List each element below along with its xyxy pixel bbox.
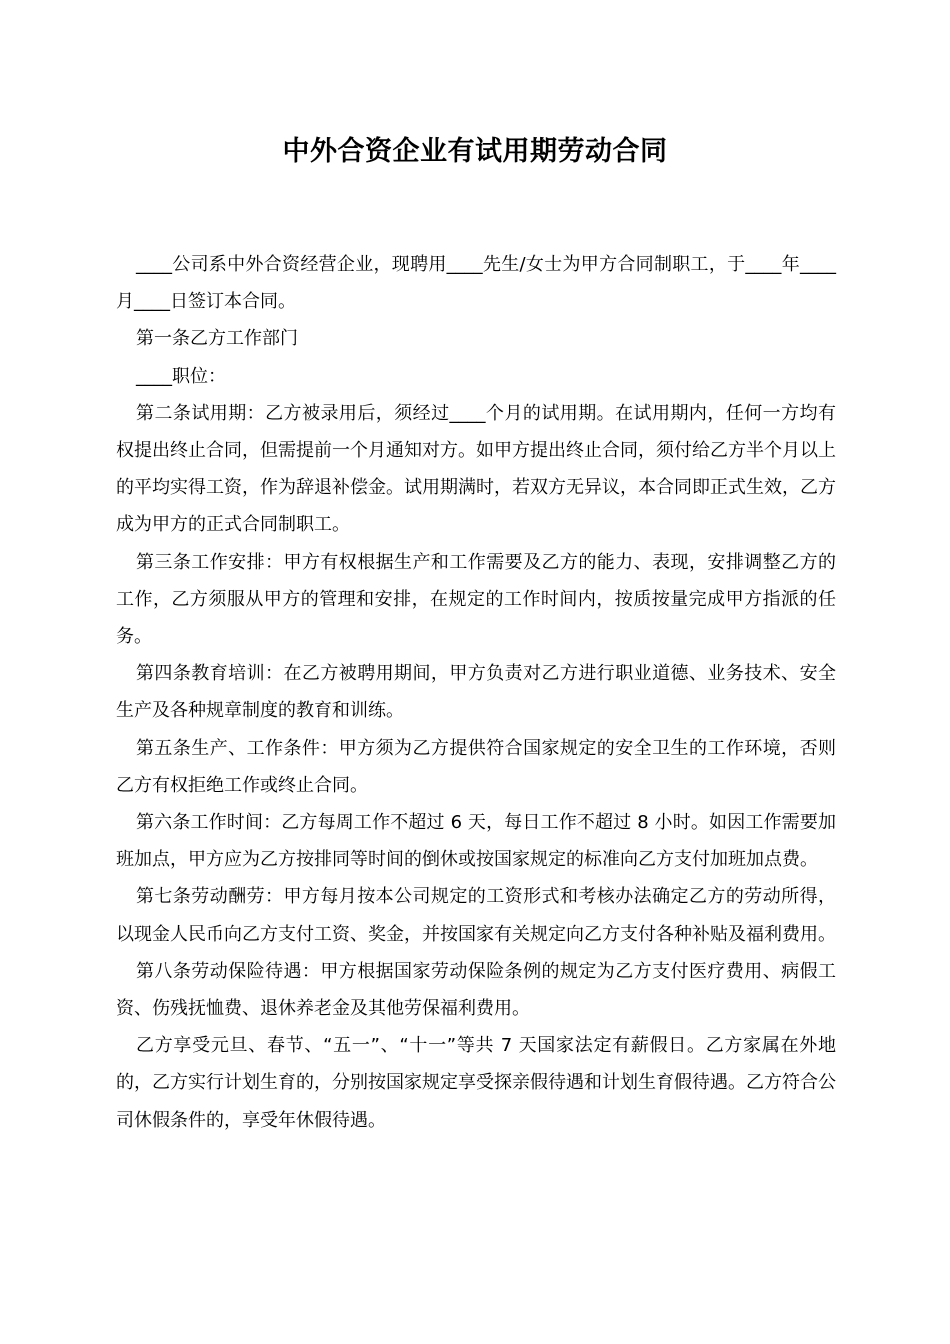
article-4-training: 第四条教育培训：在乙方被聘用期间，甲方负责对乙方进行职业道德、业务技术、安全生产及各种规章制度的教育和训练。: [116, 663, 836, 722]
document-title: 中外合资企业有试用期劳动合同: [282, 136, 668, 167]
holiday-paragraph: 乙方享受元旦、春节、“五一”、“十一”等共 7 天国家法定有薪假日。乙方家属在外地的，乙方实行计划生育的，分别按国家规定享受探亲假待遇和计划生育假待遇。乙方符合公司休假条件的，享受年休假待遇。: [116, 1035, 836, 1131]
article-2-probation: 第二条试用期：乙方被录用后，须经过____个月的试用期。在试用期内，任何一方均有权提出终止合同，但需提前一个月通知对方。如甲方提出终止合同，须付给乙方半个月以上的平均实得工资，作为辞退补偿金。试用期满时，若双方无异议，本合同即正式生效，乙方成为甲方的正式合同制职工。: [116, 402, 836, 536]
article-8-insurance: 第八条劳动保险待遇：甲方根据国家劳动保险条例的规定为乙方支付医疗费用、病假工资、伤残抚恤费、退休养老金及其他劳保福利费用。: [116, 960, 836, 1020]
intro-paragraph: ____公司系中外合资经营企业，现聘用____先生/女士为甲方合同制职工，于____年____月____日签订本合同。: [116, 254, 836, 313]
article-6-working-hours: 第六条工作时间：乙方每周工作不超过 6 天，每日工作不超过 8 小时。如因工作需要加班加点，甲方应为乙方按排同等时间的倒休或按国家规定的标准向乙方支付加班加点费。: [116, 812, 836, 871]
article-7-remuneration: 第七条劳动酬劳：甲方每月按本公司规定的工资形式和考核办法确定乙方的劳动所得，以现金人民币向乙方支付工资、奖金，并按国家有关规定向乙方支付各种补贴及福利费用。: [116, 886, 836, 945]
article-1-heading: 第一条乙方工作部门: [136, 328, 298, 350]
article-3-work-arrangement: 第三条工作安排：甲方有权根据生产和工作需要及乙方的能力、表现，安排调整乙方的工作，乙方须服从甲方的管理和安排，在规定的工作时间内，按质按量完成甲方指派的任务。: [116, 551, 836, 648]
article-5-conditions: 第五条生产、工作条件：甲方须为乙方提供符合国家规定的安全卫生的工作环境，否则乙方有权拒绝工作或终止合同。: [116, 737, 836, 796]
contract-body: [116, 246, 836, 1139]
position-line: ____职位：: [136, 365, 226, 387]
